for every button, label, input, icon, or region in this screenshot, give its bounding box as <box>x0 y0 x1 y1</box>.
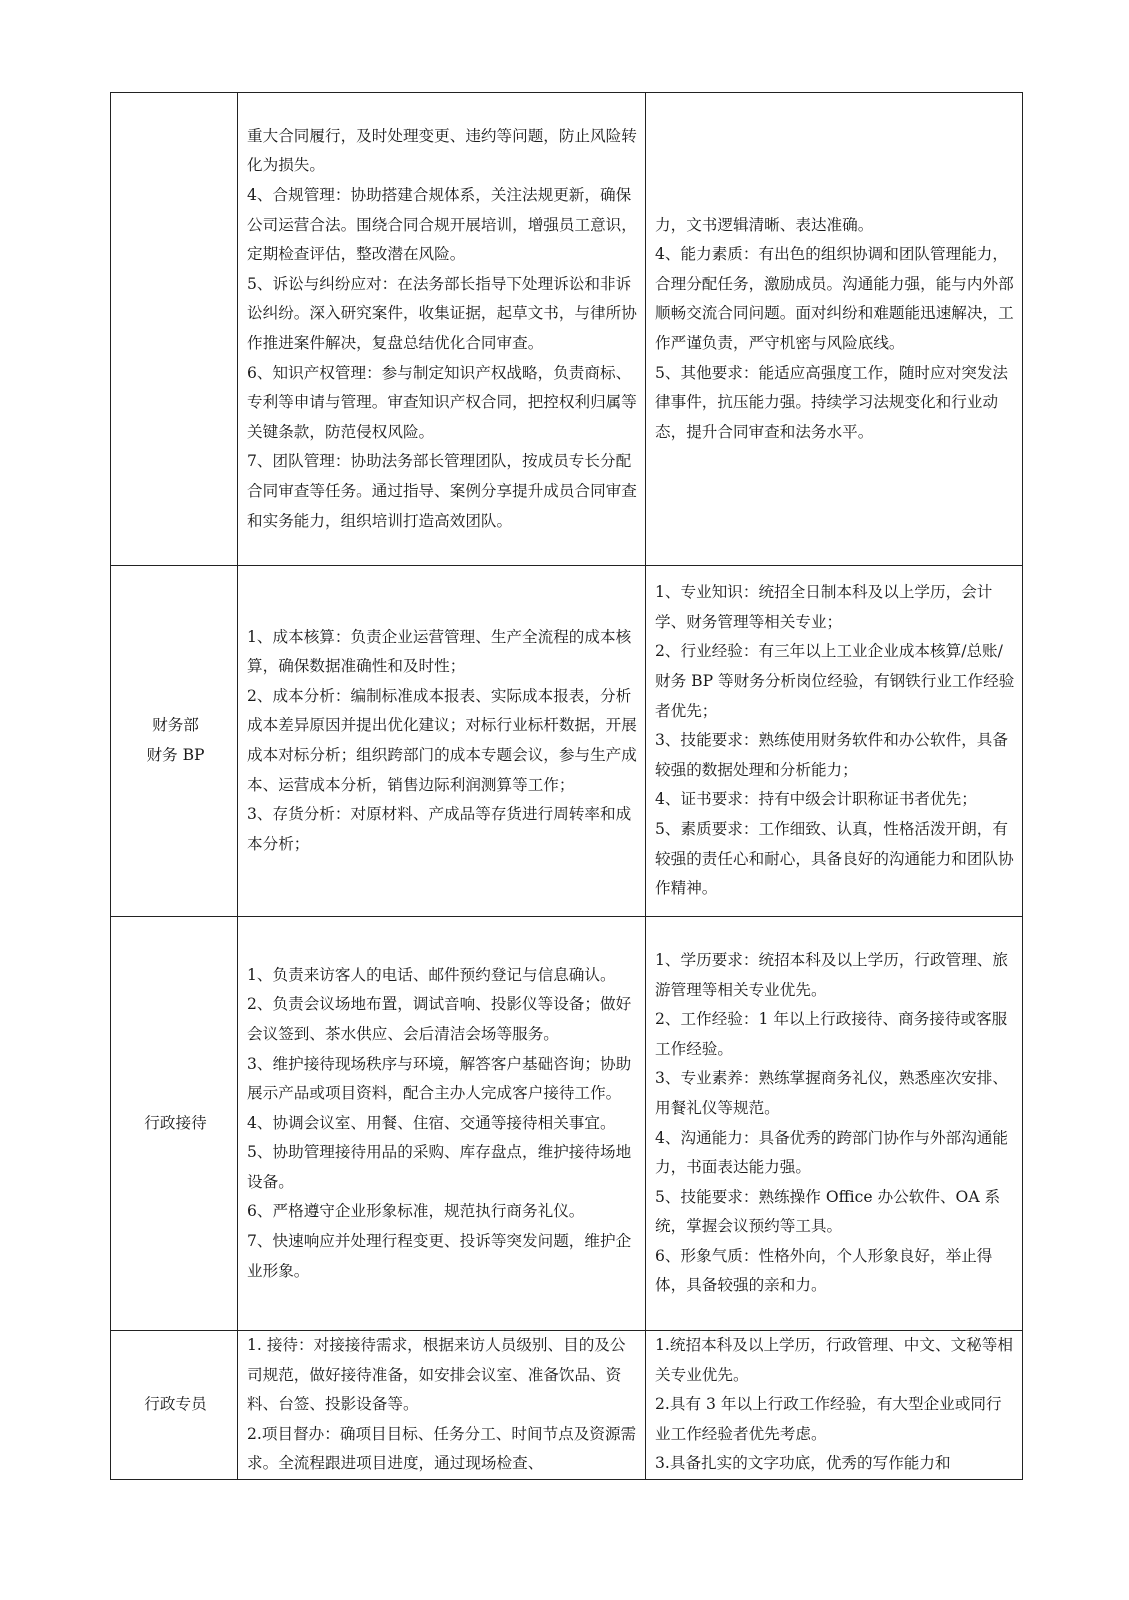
requirement-item: 2、行业经验：有三年以上工业企业成本核算/总账/财务 BP 等财务分析岗位经验，有钢铁行业工作经验者优先； <box>655 642 1015 720</box>
duty-item: 4、协调会议室、用餐、住宿、交通等接待相关事宜。 <box>247 1113 616 1132</box>
requirement-item: 力，文书逻辑清晰、表达准确。 <box>655 215 874 234</box>
requirement-item: 3、技能要求：熟练使用财务软件和办公软件，具备较强的数据处理和分析能力； <box>655 731 1008 779</box>
requirement-item: 5、技能要求：熟练操作 Office 办公软件、OA 系统，掌握会议预约等工具。 <box>655 1187 1001 1236</box>
duty-item: 3、维护接待现场秩序与环境，解答客户基础咨询；协助展示产品或项目资料，配合主办人完成客户接待工作。 <box>247 1054 632 1103</box>
requirement-item: 5、素质要求：工作细致、认真，性格活泼开朗，有较强的责任心和耐心，具备良好的沟通能力和团队协作精神。 <box>655 819 1014 898</box>
position-cell <box>111 93 238 566</box>
duty-item: 7、团队管理：协助法务部长管理团队，按成员专长分配合同审查等任务。通过指导、案例分享提升成员合同审查和实务能力，组织培训打造高效团队。 <box>247 452 637 530</box>
duties-cell <box>238 566 646 917</box>
position-cell <box>111 1331 238 1480</box>
position-name: 行政专员 <box>144 1395 207 1414</box>
duty-item: 6、严格遵守企业形象标准，规范执行商务礼仪。 <box>247 1202 585 1221</box>
requirements-cell <box>646 917 1023 1331</box>
position-name: 行政接待 <box>144 1113 207 1132</box>
table-row <box>111 566 1023 917</box>
duty-item: 6、知识产权管理：参与制定知识产权战略，负责商标、专利等申请与管理。审查知识产权合同，把控权利归属等关键条款，防范侵权风险。 <box>247 363 637 441</box>
requirement-item: 2.具有 3 年以上行政工作经验，有大型企业或同行业工作经验者优先考虑。 <box>655 1395 1002 1443</box>
table-row <box>111 1331 1023 1480</box>
duty-item: 1、成本核算：负责企业运营管理、生产全流程的成本核算，确保数据准确性和及时性； <box>247 627 632 676</box>
position-name: 财务 BP <box>146 746 205 764</box>
duty-item: 4、合规管理：协助搭建合规体系，关注法规更新，确保公司运营合法。围绕合同合规开展培训，增强员工意识，定期检查评估，整改潜在风险。 <box>247 186 637 264</box>
duties-cell <box>238 1331 646 1480</box>
requirement-item: 4、沟通能力：具备优秀的跨部门协作与外部沟通能力，书面表达能力强。 <box>655 1128 1008 1177</box>
duty-item: 5、诉讼与纠纷应对：在法务部长指导下处理诉讼和非诉讼纠纷。深入研究案件，收集证据，起草文书，与律所协作推进案件解决，复盘总结优化合同审查。 <box>247 274 637 352</box>
duty-item: 7、快速响应并处理行程变更、投诉等突发问题，维护企业形象。 <box>247 1232 632 1280</box>
requirement-item: 4、证书要求：持有中级会计职称证书者优先； <box>655 790 977 809</box>
requirement-item: 1、学历要求：统招本科及以上学历，行政管理、旅游管理等相关专业优先。 <box>655 950 1008 999</box>
duty-item: 2.项目督办：确项目目标、任务分工、时间节点及资源需求。全流程跟进项目进度，通过现场检查、 <box>247 1424 637 1473</box>
duties-cell <box>238 917 646 1331</box>
duty-item: 3、存货分析：对原材料、产成品等存货进行周转率和成本分析； <box>247 805 632 853</box>
table-row <box>111 917 1023 1331</box>
requirement-item: 6、形象气质：性格外向，个人形象良好，举止得体，具备较强的亲和力。 <box>655 1246 993 1295</box>
requirement-item: 1.统招本科及以上学历，行政管理、中文、文秘等相关专业优先。 <box>655 1336 1013 1384</box>
requirement-item: 3、专业素养：熟练掌握商务礼仪，熟悉座次安排、用餐礼仪等规范。 <box>655 1069 1008 1117</box>
duty-item: 1. 接待：对接接待需求，根据来访人员级别、目的及公司规范，做好接待准备，如安排会议室、准备饮品、资料、台签、投影设备等。 <box>247 1336 626 1414</box>
duties-cell <box>238 93 646 566</box>
requirements-cell <box>646 93 1023 566</box>
position-cell <box>111 566 238 917</box>
duty-item: 重大合同履行，及时处理变更、违约等问题，防止风险转化为损失。 <box>247 126 637 175</box>
requirements-cell <box>646 1331 1023 1480</box>
duty-item: 2、成本分析：编制标准成本报表、实际成本报表，分析成本差异原因并提出优化建议；对标行业标杆数据，开展成本对标分析；组织跨部门的成本专题会议，参与生产成本、运营成本分析，销售边际利润测算等工作； <box>247 686 637 794</box>
position-cell <box>111 917 238 1331</box>
duty-item: 2、负责会议场地布置，调试音响、投影仪等设备；做好会议签到、茶水供应、会后清洁会场等服务。 <box>247 995 632 1043</box>
requirements-cell <box>646 566 1023 917</box>
duty-item: 5、协助管理接待用品的采购、库存盘点，维护接待场地设备。 <box>247 1143 632 1191</box>
requirement-item: 4、能力素质：有出色的组织协调和团队管理能力，合理分配任务，激励成员。沟通能力强，能与内外部顺畅交流合同问题。面对纠纷和难题能迅速解决，工作严谨负责，严守机密与风险底线。 <box>655 245 1014 352</box>
requirement-item: 2、工作经验：1 年以上行政接待、商务接待或客服工作经验。 <box>655 1010 1008 1058</box>
job-description-table <box>110 92 1023 1480</box>
requirement-item: 1、专业知识：统招全日制本科及以上学历，会计学、财务管理等相关专业； <box>655 583 993 631</box>
requirement-item: 3.具备扎实的文字功底，优秀的写作能力和 <box>655 1454 951 1473</box>
table-row <box>111 93 1023 566</box>
duty-item: 1、负责来访客人的电话、邮件预约登记与信息确认。 <box>247 965 616 984</box>
requirement-item: 5、其他要求：能适应高强度工作，随时应对突发法律事件，抗压能力强。持续学习法规变化和行业动态，提升合同审查和法务水平。 <box>655 363 1008 441</box>
department-name: 财务部 <box>152 716 199 735</box>
